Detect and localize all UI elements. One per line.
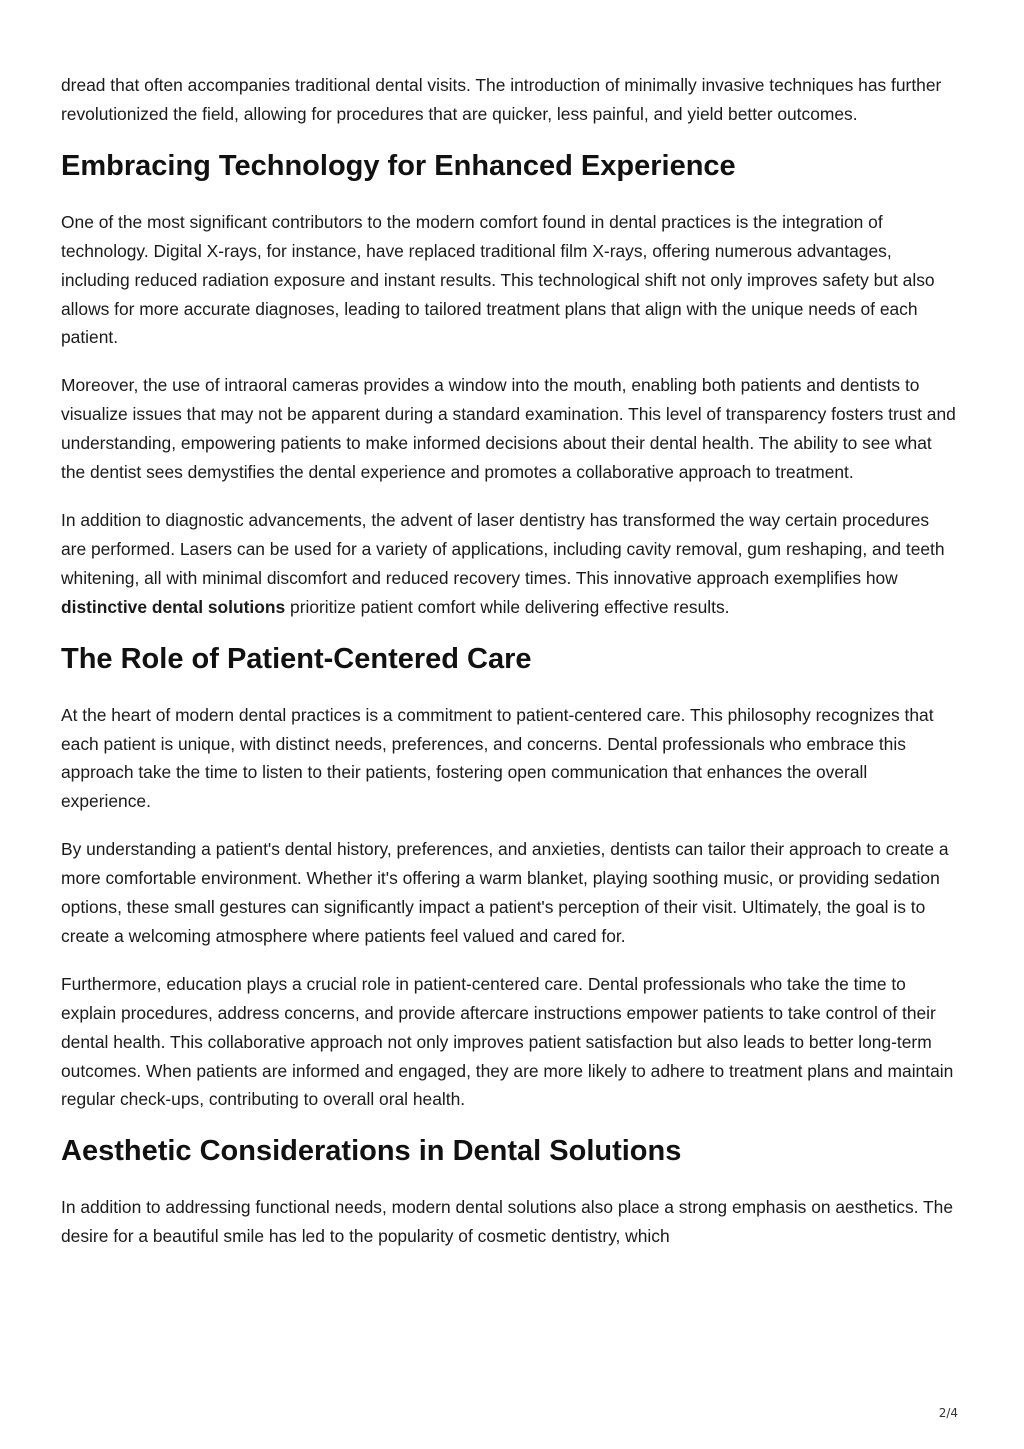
paragraph-understanding-patient: By understanding a patient's dental history, preferences, and anxieties, dentists can tailor their approach to create a more comfortable environment. Whether it's offering a warm blanket, playing soothing music, or providing sedation options, these small gestures can significantly impact a patient's perception of their visit. Ultimately, the goal is to create a welcoming atmosphere where patients feel valued and cared for.	[61, 839, 949, 946]
laser-text-end: prioritize patient comfort while delivering effective results.	[285, 596, 730, 617]
heading-patient-centered-care: The Role of Patient-Centered Care	[61, 642, 532, 675]
paragraph-education-role: Furthermore, education plays a crucial role in patient-centered care. Dental professionals who take the time to explain procedures, address concerns, and provide aftercare instructions empower patients to take control of their dental health. This collaborative approach not only improves patient satisfaction but also leads to better long-term outcomes. When patients are informed and engaged, they are more likely to adhere to treatment plans and maintain regular check-ups, contributing to overall oral health.	[61, 973, 954, 1110]
laser-text-start: In addition to diagnostic advancements, the advent of laser dentistry has transformed the way certain procedures are performed. Lasers can be used for a variety of applications, including cavity removal, gum reshaping, and teeth whitening, all with minimal discomfort and reduced recovery times. This innovative approach exemplifies how	[61, 509, 945, 588]
paragraph-patient-centered-commitment: At the heart of modern dental practices is a commitment to patient-centered care. This philosophy recognizes that each patient is unique, with distinct needs, preferences, and concerns. Dental professionals who embrace this approach take the time to listen to their patients, fostering open communication that enhances the overall experience.	[61, 704, 934, 812]
paragraph-intraoral-cameras: Moreover, the use of intraoral cameras provides a window into the mouth, enabling both patients and dentists to visualize issues that may not be apparent during a standard examination. This level of transparency fosters trust and understanding, empowering patients to make informed decisions about their dental health. The ability to see what the dentist sees demystifies the dental experience and promotes a collaborative approach to treatment.	[61, 375, 956, 483]
paragraph-intro-continued: dread that often accompanies traditional dental visits. The introduction of minimally invasive techniques has further revolutionized the field, allowing for procedures that are quicker, less painful, and yield better outcomes.	[61, 75, 942, 124]
paragraph-laser-dentistry	[61, 506, 958, 622]
page-number: 2/4	[938, 1406, 958, 1420]
paragraph-technology-integration: One of the most significant contributors to the modern comfort found in dental practices is the integration of technology. Digital X-rays, for instance, have replaced traditional film X-rays, offering numerous advantages, including reduced radiation exposure and instant results. This technological shift not only improves safety but also allows for more accurate diagnoses, leading to tailored treatment plans that align with the unique needs of each patient.	[61, 211, 935, 348]
bold-phrase: distinctive dental solutions	[61, 596, 286, 617]
heading-embracing-technology: Embracing Technology for Enhanced Experience	[61, 149, 736, 182]
paragraph-aesthetics: In addition to addressing functional needs, modern dental solutions also place a strong emphasis on aesthetics. The desire for a beautiful smile has led to the popularity of cosmetic dentistry, which	[61, 1197, 953, 1247]
heading-aesthetic-considerations: Aesthetic Considerations in Dental Solutions	[61, 1135, 682, 1168]
